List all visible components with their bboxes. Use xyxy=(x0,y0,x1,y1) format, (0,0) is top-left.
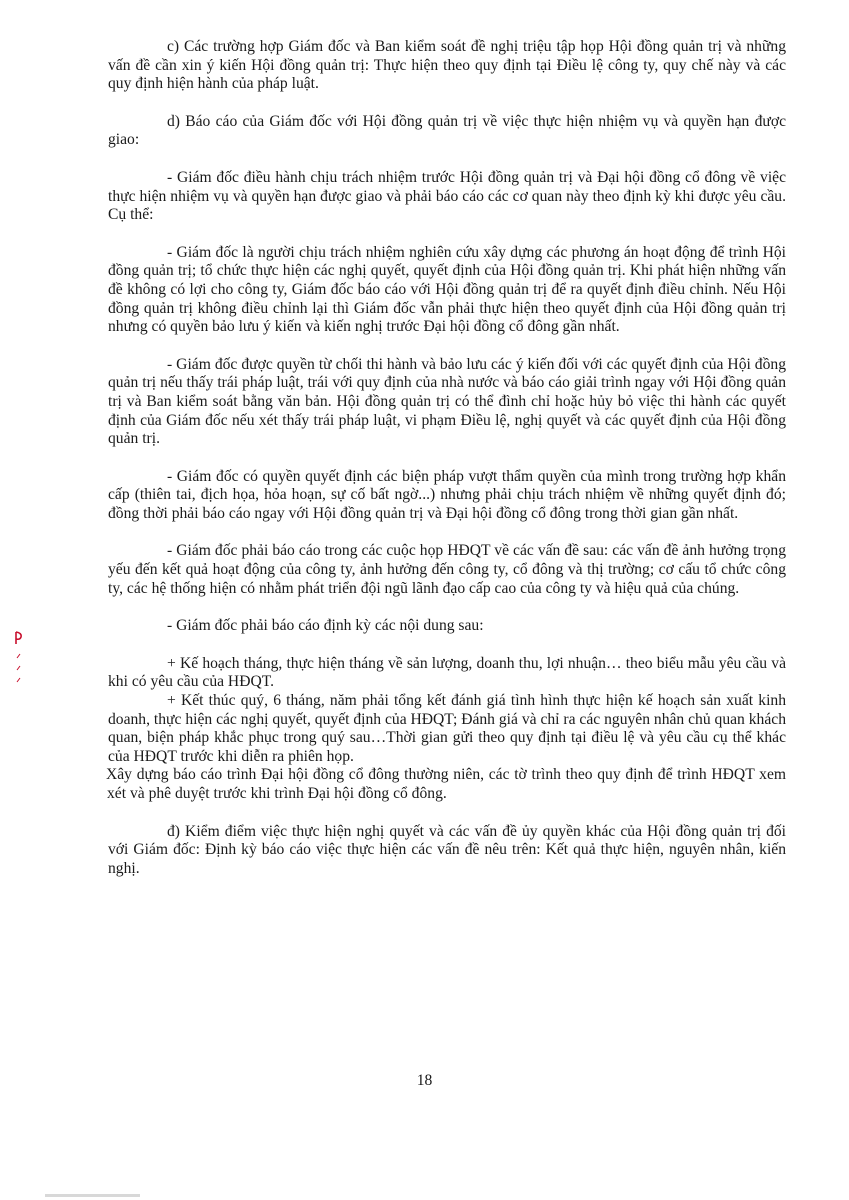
paragraph-director-refusal: - Giám đốc được quyền từ chối thi hành và bảo lưu các ý kiến đối với các quyết định của Hội đồng quản trị nếu thấy trái pháp luật, trái với quy định của nhà nước và báo cáo giải trình ngay với Hội đồng quản trị và Ban kiểm soát bằng văn bản. Hội đồng quản trị có thể đình chỉ hoặc hủy bỏ việc thi hành các quyết định của Giám đốc nếu xét thấy trái pháp luật, vi phạm Điều lệ, nghị quyết và các quyết định của Hội đồng quản trị. xyxy=(108,355,786,448)
margin-mark-icon xyxy=(14,630,24,690)
paragraph-periodic-report-intro: - Giám đốc phải báo cáo định kỳ các nội dung sau: xyxy=(167,617,484,635)
body-text xyxy=(108,38,786,878)
paragraph-quarterly-review: + Kết thúc quý, 6 tháng, năm phải tổng kết đánh giá tình hình thực hiện kế hoạch sản xuất kinh doanh, thực hiện các nghị quyết, quyết định của HĐQT; Đánh giá và chỉ ra các nguyên nhân chủ quan khách quan, biện pháp khắc phục trong quý sau…Thời gian gửi theo quy định tại điều lệ và yêu cầu cụ thể khác của HĐQT trước khi diễn ra phiên họp. xyxy=(108,692,786,765)
paragraph-d: d) Báo cáo của Giám đốc với Hội đồng quản trị về việc thực hiện nhiệm vụ và quyền hạn được giao: xyxy=(108,112,786,149)
paragraph-director-emergency: - Giám đốc có quyền quyết định các biện pháp vượt thẩm quyền của mình trong trường hợp khẩn cấp (thiên tai, địch họa, hỏa hoạn, sự cố bất ngờ...) nhưng phải chịu trách nhiệm về những quyết định đó; đồng thời phải báo cáo ngay với Hội đồng quản trị và Đại hội đồng cổ đông trong thời gian gần nhất. xyxy=(108,467,786,522)
page-number: 18 xyxy=(416,1072,433,1089)
paragraph-director-research: - Giám đốc là người chịu trách nhiệm nghiên cứu xây dựng các phương án hoạt động để trình Hội đồng quản trị; tổ chức thực hiện các nghị quyết, quyết định của Hội đồng quản trị. Khi phát hiện những vấn đề không có lợi cho công ty, Giám đốc báo cáo với Hội đồng quản trị để ra quyết định điều chỉnh. Nếu Hội đồng quản trị không điều chỉnh lại thì Giám đốc vẫn phải thực hiện theo quyết định của Hội đồng quản trị nhưng có quyền bảo lưu ý kiến và kiến nghị trước Đại hội đồng cổ đông gần nhất. xyxy=(108,243,786,336)
paragraph-monthly-plan: + Kế hoạch tháng, thực hiện tháng về sản lượng, doanh thu, lợi nhuận… theo biểu mẫu yêu cầu và khi có yêu cầu của HĐQT. xyxy=(108,654,786,691)
paragraph-annual-report: Xây dựng báo cáo trình Đại hội đồng cổ đông thường niên, các tờ trình theo quy định để trình HĐQT xem xét và phê duyệt trước khi trình Đại hội đồng cổ đông. xyxy=(106,766,786,802)
paragraph-director-responsibility: - Giám đốc điều hành chịu trách nhiệm trước Hội đồng quản trị và Đại hội đồng cổ đông về việc thực hiện nhiệm vụ và quyền hạn được giao và phải báo cáo các cơ quan này theo định kỳ khi được yêu cầu. Cụ thể: xyxy=(108,168,786,224)
paragraph-c: c) Các trường hợp Giám đốc và Ban kiểm soát đề nghị triệu tập họp Hội đồng quản trị và những vấn đề cần xin ý kiến Hội đồng quản trị: Thực hiện theo quy định tại Điều lệ công ty, quy chế này và các quy định hiện hành của pháp luật. xyxy=(108,38,786,93)
paragraph-dd: đ) Kiểm điểm việc thực hiện nghị quyết và các vấn đề ủy quyền khác của Hội đồng quản trị đối với Giám đốc: Định kỳ báo cáo việc thực hiện các vấn đề nêu trên: Kết quả thực hiện, nguyên nhân, kiến nghị. xyxy=(108,822,786,877)
scan-artifact-line xyxy=(45,1194,140,1197)
paragraph-director-meeting-report: - Giám đốc phải báo cáo trong các cuộc họp HĐQT về các vấn đề sau: các vấn đề ảnh hưởng trọng yếu đến kết quả hoạt động của công ty, ảnh hưởng đến công ty, cổ đông và thị trường; cơ cấu tổ chức công ty, các hệ thống hiện có nhằm phát triển đội ngũ lãnh đạo cấp cao của công ty và hiệu quả của chúng. xyxy=(108,542,786,597)
